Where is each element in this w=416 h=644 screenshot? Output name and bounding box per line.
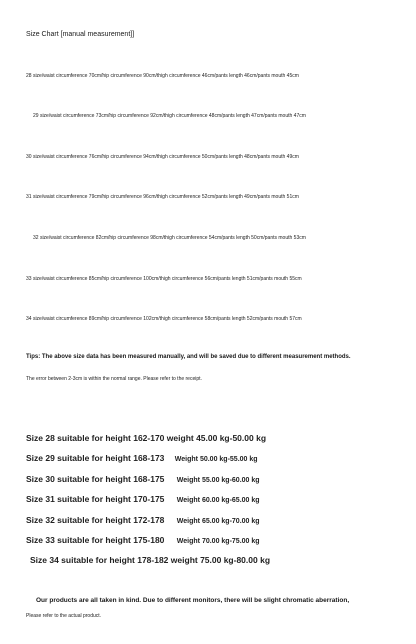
measurement-row-32: 32 size/waist circumference 82cm/hip circumference 98cm/thigh circumference 54cm/pants length 50cm/pants mouth 53cm xyxy=(33,235,306,241)
recommendation-size: Size 29 suitable for height 168-173 xyxy=(26,453,165,463)
measurement-row-34: 34 size/waist circumference 89cm/hip circumference 102cm/thigh circumference 58cm/pants length 52cm/pants mouth 57cm xyxy=(26,316,302,322)
recommendation-row-29 xyxy=(26,453,258,463)
recommendation-size: Size 31 suitable for height 170-175 xyxy=(26,494,165,504)
recommendation-size: Size 34 suitable for height 178-182 xyxy=(30,555,169,565)
recommendation-row-30 xyxy=(26,474,260,484)
recommendation-row-32 xyxy=(26,515,260,525)
recommendation-row-33 xyxy=(26,535,260,545)
tips-error-text: The error between 2-3cm is within the normal range. Please refer to the receipt. xyxy=(26,376,202,382)
size-chart-title: Size Chart [manual measurement]] xyxy=(26,31,135,38)
recommendation-weight: weight 45.00 kg-50.00 kg xyxy=(166,433,267,443)
recommendation-weight: Weight 60.00 kg-65.00 kg xyxy=(176,497,260,504)
recommendation-size: Size 30 suitable for height 168-175 xyxy=(26,474,165,484)
recommendation-row-28 xyxy=(26,433,266,443)
footer-disclaimer: Our products are all taken in kind. Due to different monitors, there will be slight chromatic aberration, xyxy=(36,597,350,604)
tips-text: Tips: The above size data has been measured manually, and will be saved due to different measurement methods. xyxy=(26,354,351,360)
measurement-row-30: 30 size/waist circumference 76cm/hip circumference 94cm/thigh circumference 50cm/pants length 48cm/pants mouth 49cm xyxy=(26,154,299,160)
recommendation-weight: weight 75.00 kg-80.00 kg xyxy=(170,555,271,565)
recommendation-size: Size 32 suitable for height 172-178 xyxy=(26,515,165,525)
recommendation-row-31 xyxy=(26,494,260,504)
recommendation-weight: Weight 55.00 kg-60.00 kg xyxy=(176,477,260,484)
footer-refer-note: Please refer to the actual product. xyxy=(26,613,102,619)
recommendation-weight: Weight 65.00 kg-70.00 kg xyxy=(176,518,260,525)
measurement-row-29: 29 size/waist circumference 73cm/hip circumference 92cm/thigh circumference 48cm/pants length 47cm/pants mouth 47cm xyxy=(33,113,306,119)
recommendation-weight: Weight 70.00 kg-75.00 kg xyxy=(176,538,260,545)
recommendation-weight: Weight 50.00 kg-55.00 kg xyxy=(174,456,258,463)
measurement-row-28: 28 size/waist circumference 70cm/hip circumference 90cm/thigh circumference 46cm/pants length 46cm/pants mouth 45cm xyxy=(26,73,299,79)
recommendation-row-34 xyxy=(30,555,270,565)
recommendation-size: Size 33 suitable for height 175-180 xyxy=(26,535,165,545)
measurement-row-31: 31 size/waist circumference 79cm/hip circumference 96cm/thigh circumference 52cm/pants length 49cm/pants mouth 51cm xyxy=(26,194,299,200)
measurement-row-33: 33 size/waist circumference 85cm/hip circumference 100cm/thigh circumference 56cm/pants length 51cm/pants mouth 55cm xyxy=(26,276,302,282)
recommendation-size: Size 28 suitable for height 162-170 xyxy=(26,433,165,443)
